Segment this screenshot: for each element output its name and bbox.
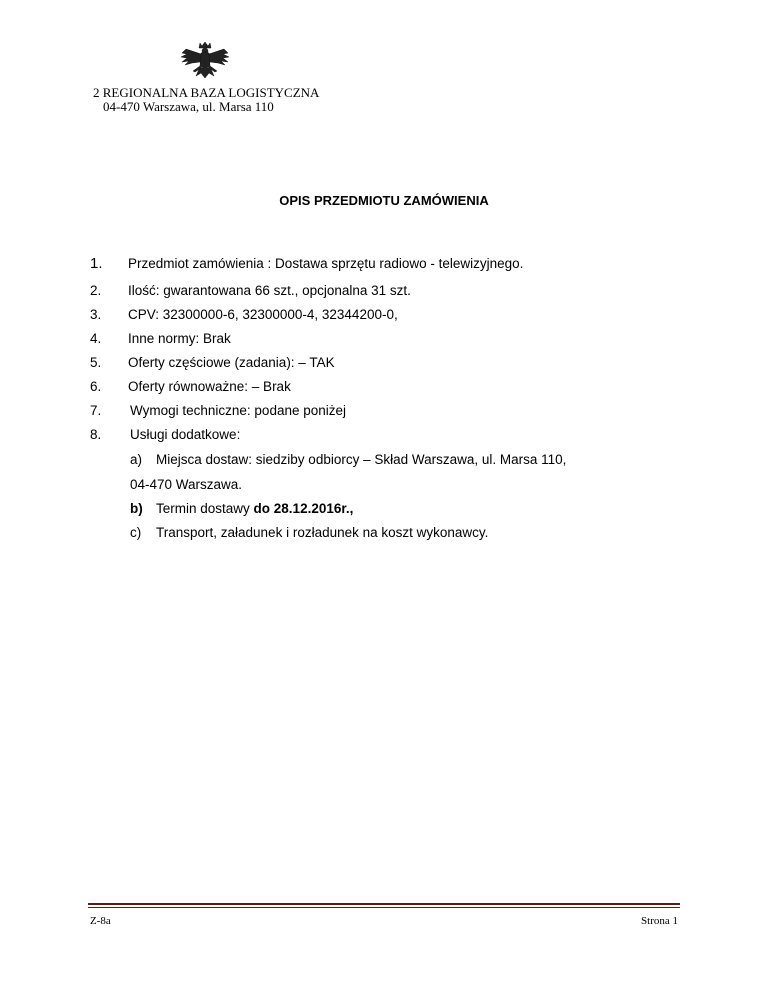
item-text: Ilość: gwarantowana 66 szt., opcjonalna 31 szt.: [128, 283, 411, 298]
footer-rule: [88, 903, 680, 905]
item-text: Oferty równoważne: – Brak: [128, 379, 291, 394]
item-number: 3.: [90, 307, 102, 322]
item-text: Wymogi techniczne: podane poniżej: [130, 403, 347, 418]
item-number: 8.: [90, 427, 102, 442]
item-number: 1.: [90, 255, 103, 272]
item-text: CPV: 32300000-6, 32300000-4, 32344200-0,: [128, 307, 398, 322]
item-text: Oferty częściowe (zadania): – TAK: [128, 355, 335, 370]
item-number: 7.: [90, 403, 102, 418]
org-name: 2 REGIONALNA BAZA LOGISTYCZNA: [93, 85, 320, 100]
subitem-b-text-plain: Termin dostawy: [156, 501, 254, 516]
subitem-b-label: b): [130, 501, 143, 516]
subitem-b-deadline: do 28.12.2016r.,: [253, 501, 354, 516]
item-text: Przedmiot zamówienia : Dostawa sprzętu radiowo - telewizyjnego.: [128, 256, 524, 271]
subitem-b-text: [156, 501, 353, 517]
polish-eagle-emblem-icon: [178, 40, 232, 84]
subitem-c-label: c): [130, 525, 142, 540]
subitem-a-text: Miejsca dostaw: siedziby odbiorcy – Skład Warszawa, ul. Marsa 110,: [156, 452, 567, 467]
item-number: 4.: [90, 331, 102, 346]
subitem-c-text: Transport, załadunek i rozładunek na koszt wykonawcy.: [156, 525, 489, 540]
footer-doc-code: Z-8a: [90, 915, 111, 927]
item-number: 5.: [90, 355, 102, 370]
document-title: OPIS PRZEDMIOTU ZAMÓWIENIA: [279, 193, 489, 208]
subitem-a-continuation: 04-470 Warszawa.: [130, 477, 243, 492]
subitem-a-label: a): [130, 452, 143, 467]
footer-page-number: Strona 1: [641, 915, 678, 927]
item-text: Usługi dodatkowe:: [130, 427, 241, 442]
org-address: 04-470 Warszawa, ul. Marsa 110: [103, 99, 274, 114]
footer-rule-thin: [88, 907, 680, 908]
item-number: 2.: [90, 283, 102, 298]
item-text: Inne normy: Brak: [128, 331, 231, 346]
item-number: 6.: [90, 379, 102, 394]
